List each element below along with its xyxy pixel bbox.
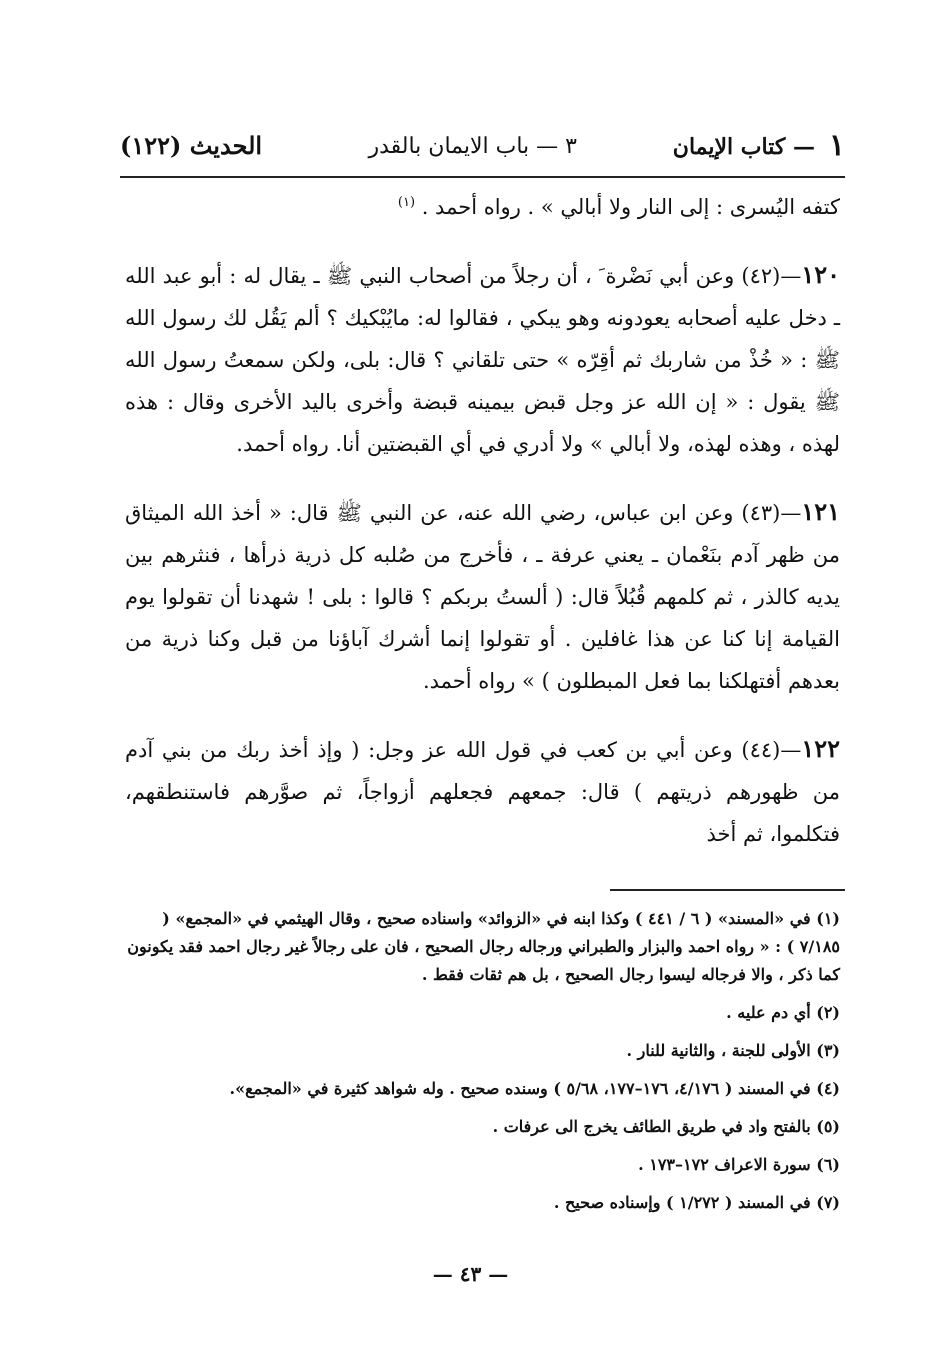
- hadith-paragraph: [125, 728, 840, 855]
- hadith-text: —(٤٣) وعن ابن عباس، رضي الله عنه، عن النبي ﷺ قال: « أخذ الله الميثاق من ظهر آدم بنَعْمان ـ يعني عرفة ـ ، فأخرج من صُلبه كل ذرية ذرأها ، فنثرهم بين يديه كالذر ، ثم كلمهم قُبُلاً قال: ( ألستُ بربكم ؟ قالوا : بلى ! شهدنا أن تقولوا يوم القيامة إنا كنا عن هذا غافلين . أو تقولوا إنما أشرك آباؤنا من قبل وكنا ذرية من بعدهم أفتهلكنا بما فعل المبطلون ) » رواه أحمد.: [125, 501, 840, 693]
- body-text: [125, 186, 840, 855]
- part-number: ١: [828, 128, 845, 163]
- paragraph-text: كتفه اليُسرى : إلى النار ولا أبالي » . رواه أحمد .: [415, 195, 840, 219]
- paragraph-continuation: [125, 186, 840, 228]
- page-number: — ٤٣ —: [432, 1262, 509, 1286]
- hadith-paragraph: [125, 254, 840, 465]
- chapter-title: ٣ — باب الايمان بالقدر: [368, 134, 577, 159]
- footnote: (٦) سورة الاعراف ١٧٢–١٧٣ .: [638, 1155, 840, 1174]
- footnote-ref: (١): [397, 195, 416, 210]
- footnote: (٢) أي دم عليه .: [726, 1003, 840, 1022]
- hadith-number: ١٢٢: [801, 734, 840, 763]
- hadith-number: ١٢١: [801, 497, 840, 526]
- hadith-paragraph: [125, 491, 840, 702]
- hadith-text: —(٤٤) وعن أبي بن كعب في قول الله عز وجل: ( وإذ أخذ ربك من بني آدم من ظهورهم ذريتهم ) قال: جمعهم فجعلهم أزواجاً، ثم صوَّرهم فاستنطقهم، فتكلموا، ثم أخذ: [125, 738, 840, 846]
- hadith-label: الحديث (١٢٢): [120, 131, 263, 160]
- footnote-rule: [610, 889, 845, 891]
- header-rule: [120, 176, 845, 178]
- hadith-number: ١٢٠: [801, 260, 840, 289]
- book-title: — كتاب الإيمان: [672, 134, 815, 160]
- hadith-text: —(٤٢) وعن أبي نَضْرة َ ، أن رجلاً من أصحاب النبي ﷺ ـ يقال له : أبو عبد الله ـ دخل عليه أصحابه يعودونه وهو يبكي ، فقالوا له: مايُبْكيك ؟ ألم يَقُل لك رسول الله ﷺ : « خُذْ من شاربك ثم أقِرّه » حتى تلقاني ؟ قال: بلى، ولكن سمعتُ رسول الله ﷺ يقول : « إن الله عز وجل قبض بيمينه قبضة وأخرى باليد الأخرى وقال : هذه لهذه ، وهذه لهذه، ولا أبالي » ولا أدري في أي القبضتين أنا. رواه أحمد.: [125, 264, 840, 456]
- footnotes: [125, 905, 840, 1217]
- footnote: (٥) بالفتح واد في طريق الطائف يخرج الى عرفات .: [492, 1117, 840, 1136]
- footnote: (٣) الأولى للجنة ، والثانية للنار .: [626, 1041, 840, 1060]
- footnote: (٧) في المسند ( ١/٢٧٢ ) وإسناده صحيح .: [553, 1193, 840, 1212]
- footnote: (١) في «المسند» ( ٦ / ٤٤١ ) وكذا ابنه في «الزوائد» واسناده صحيح ، وقال الهيثمي في «المجمع» ( ٧/١٨٥ ) : « رواه احمد والبزار والطبراني ورجاله رجال الصحيح ، فان على رجالاً غير رجال احمد فقد يكونون كما ذكر ، والا فرجاله ليسوا رجال الصحيح ، بل هم ثقات فقط .: [127, 909, 840, 984]
- footnote: (٤) في المسند ( ٤/١٧٦، ١٧٦–١٧٧، ٥/٦٨ ) وسنده صحيح . وله شواهد كثيرة في «المجمع».: [229, 1079, 840, 1098]
- running-header: [120, 128, 845, 168]
